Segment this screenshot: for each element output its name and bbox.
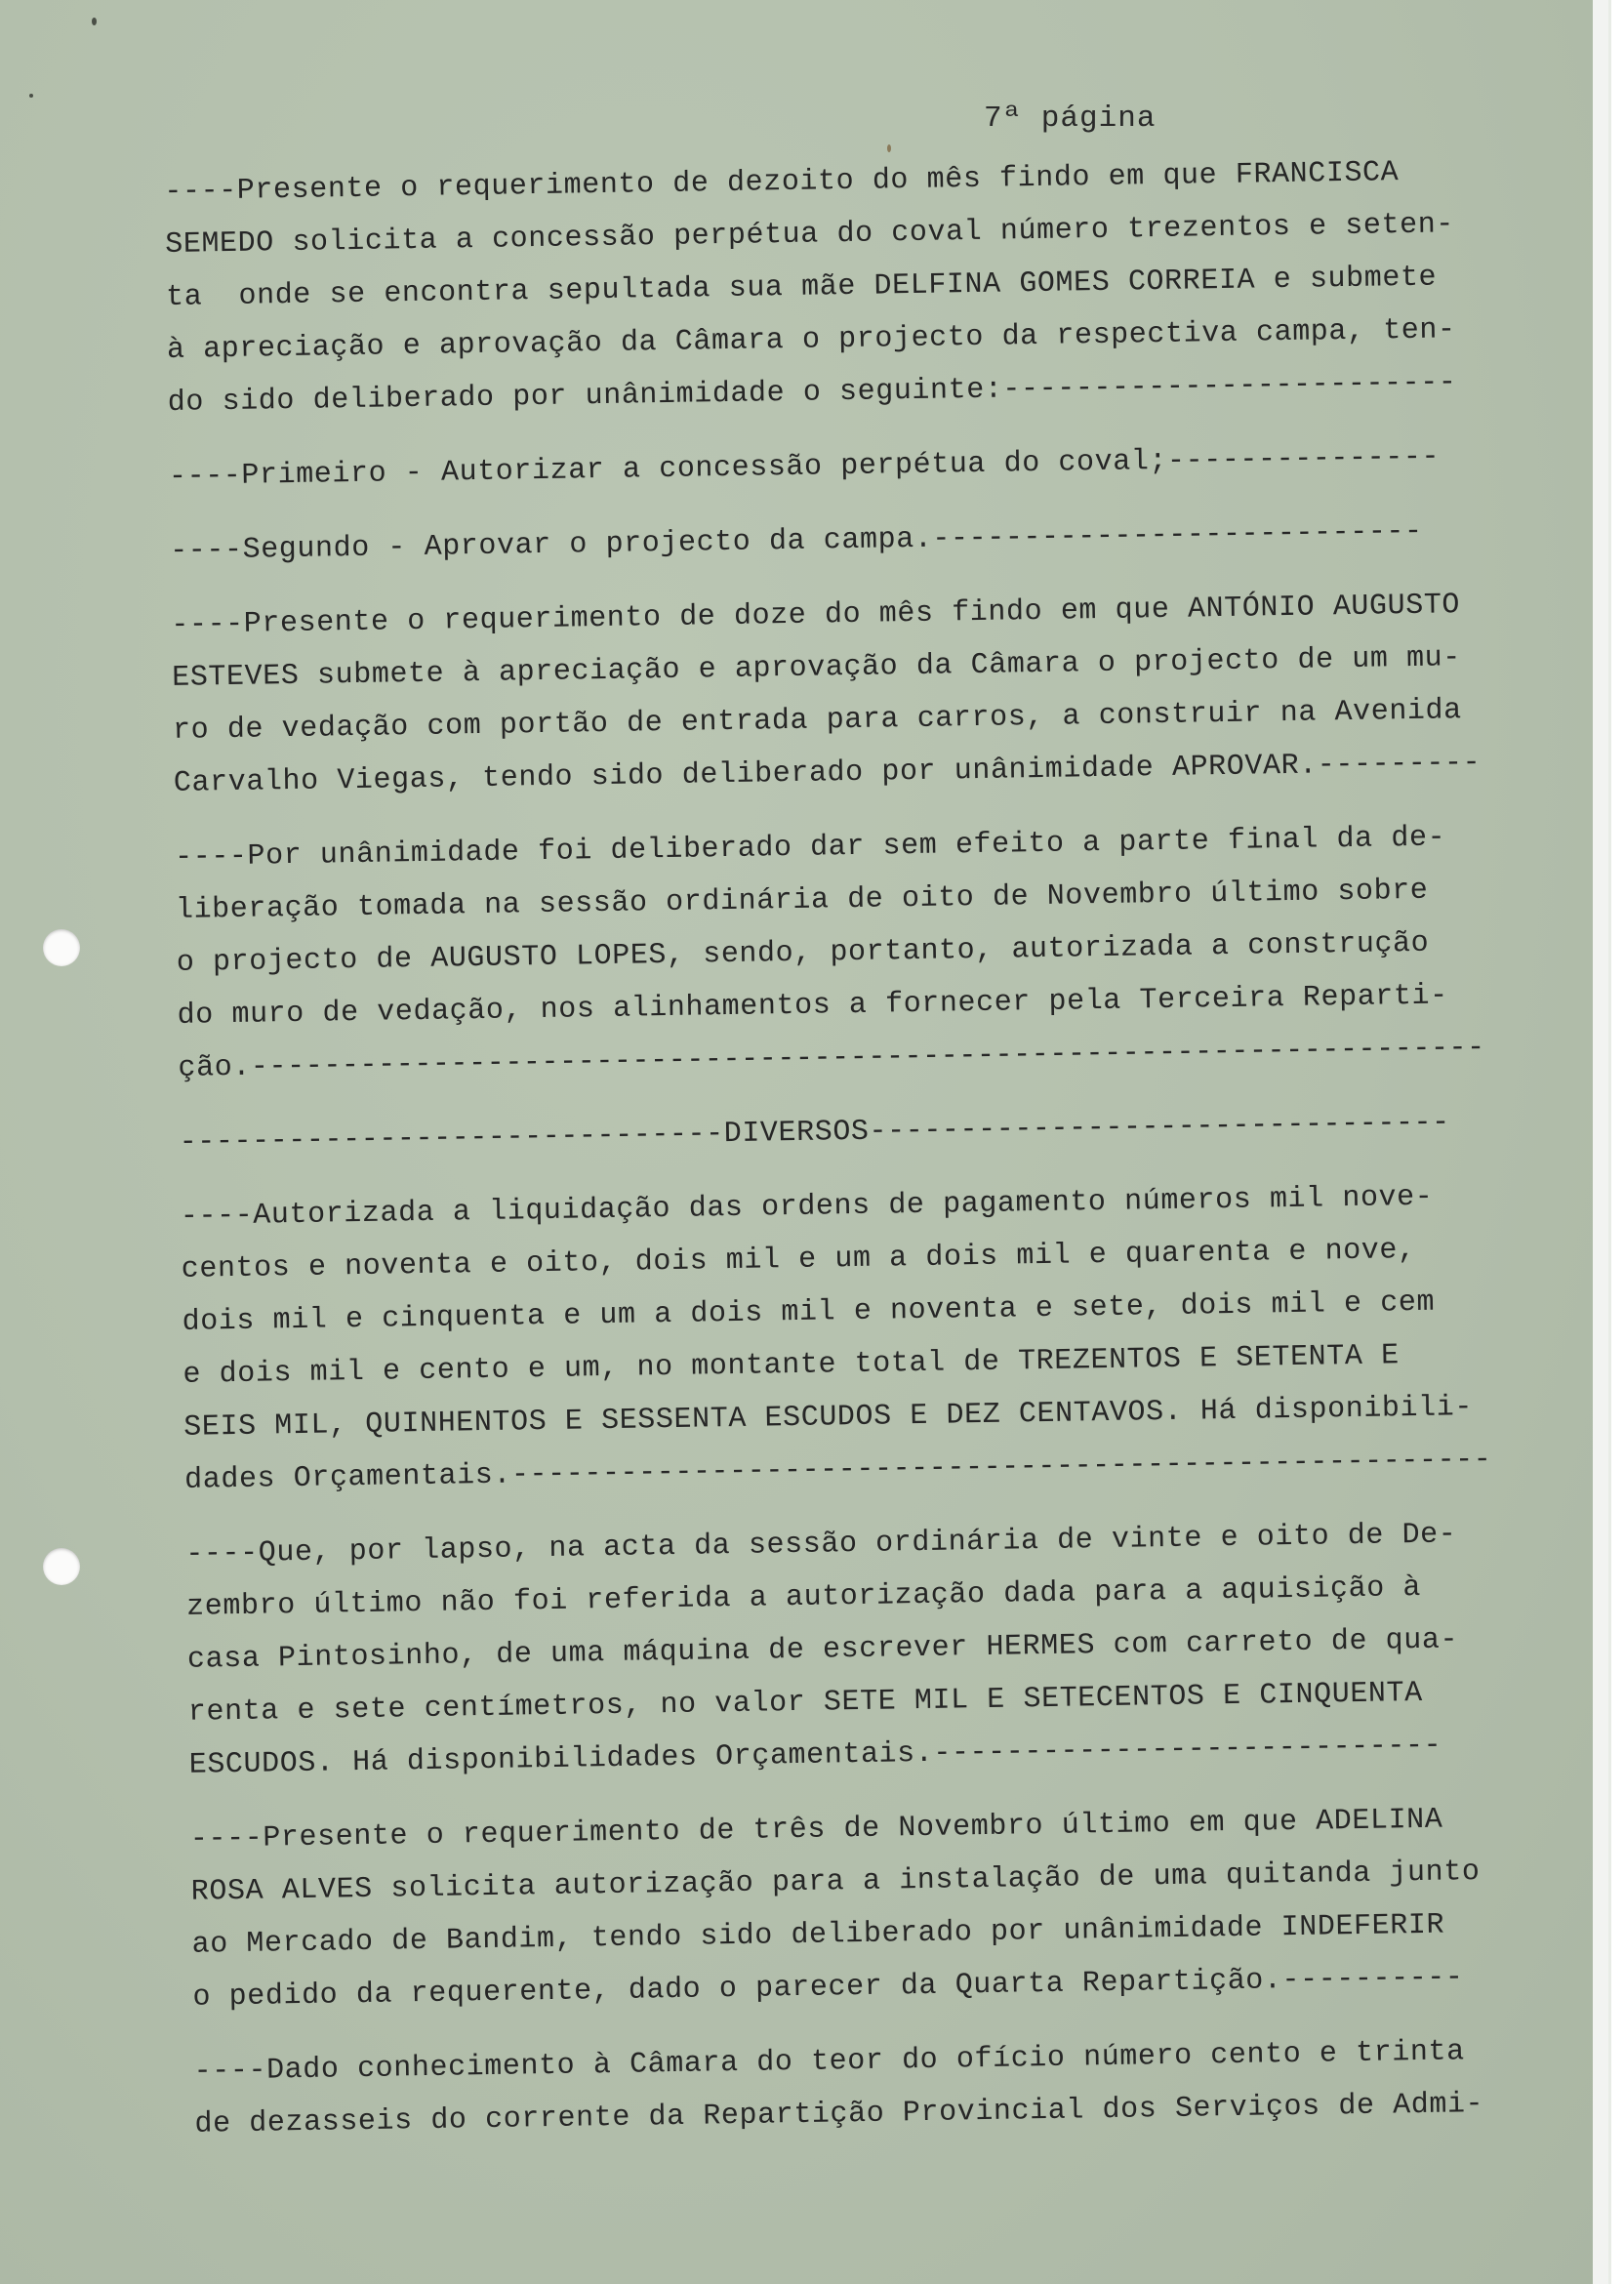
text-line: do muro de vedação, nos alinhamentos a fornecer pela Terceira Reparti- bbox=[177, 979, 1449, 1033]
text-line: ro de vedação com portão de entrada para carros, a construir na Avenida bbox=[172, 694, 1463, 748]
text-line: Carvalho Viegas, tendo sido deliberado por unânimidade APROVAR.--------- bbox=[173, 746, 1482, 800]
text-line: ção.-------------------------------------------------------------------- bbox=[178, 1031, 1486, 1085]
text-line: ----Segundo - Aprovar o projecto da campa.--------------------------- bbox=[169, 514, 1423, 568]
paper-speck bbox=[92, 18, 97, 25]
text-line: ESTEVES submete à apreciação e aprovação da Câmara o projecto de um mu- bbox=[171, 641, 1462, 695]
page-number: 7ª página bbox=[984, 102, 1157, 136]
minute-paragraph bbox=[190, 1791, 1599, 2024]
text-line: dades Orçamentais.------------------------------------------------------ bbox=[183, 1443, 1492, 1497]
minute-paragraph bbox=[185, 1506, 1595, 1792]
text-line: ----Primeiro - Autorizar a concessão perpétua do coval;--------------- bbox=[168, 440, 1441, 494]
text-line: o projecto de AUGUSTO LOPES, sendo, portanto, autorizada a construção bbox=[176, 926, 1430, 980]
text-line: ROSA ALVES solicita autorização para a instalação de uma quitanda junto bbox=[190, 1856, 1481, 1909]
paper-speck bbox=[887, 144, 891, 152]
text-line: SEMEDO solicita a concessão perpétua do coval número trezentos e seten- bbox=[165, 208, 1455, 262]
text-line: casa Pintosinho, de uma máquina de escrever HERMES com carreto de qua- bbox=[186, 1623, 1459, 1677]
text-line: ----Autorizada a liquidação das ordens de pagamento números mil nove- bbox=[180, 1180, 1434, 1234]
text-line: ------------------------------DIVERSOS-------------------------------- bbox=[179, 1106, 1451, 1160]
text-line: do sido deliberado por unânimidade o seguinte:------------------------- bbox=[167, 366, 1457, 420]
text-line: zembro último não foi referida a autorização dada para a aquisição à bbox=[185, 1570, 1422, 1624]
punch-hole-upper bbox=[43, 929, 80, 966]
text-line: ----Por unânimidade foi deliberado dar sem efeito a parte final da de- bbox=[174, 821, 1446, 875]
text-line: renta e sete centímetros, no valor SETE MIL E SETECENTOS E CINQUENTA bbox=[187, 1676, 1424, 1730]
text-line: SEIS MIL, QUINHENTOS E SESSENTA ESCUDOS E DEZ CENTAVOS. Há disponibili- bbox=[183, 1391, 1474, 1445]
text-line: dois mil e cinquenta e um a dois mil e noventa e sete, dois mil e cem bbox=[182, 1285, 1436, 1339]
minute-paragraph bbox=[169, 428, 1575, 504]
text-line: de dezasseis do corrente da Repartição Provincial dos Serviços de Admi- bbox=[194, 2088, 1484, 2141]
text-line: e dois mil e cento e um, no montante total de TREZENTOS E SETENTA E bbox=[183, 1339, 1400, 1392]
text-line: centos e noventa e oito, dois mil e um a dois mil e quarenta e nove, bbox=[181, 1233, 1416, 1286]
text-line: ----Presente o requerimento de três de Novembro último em que ADELINA bbox=[189, 1803, 1443, 1856]
text-line: ESCUDOS. Há disponibilidades Orçamentais.---------------------------- bbox=[188, 1729, 1442, 1782]
minute-paragraph bbox=[175, 809, 1584, 1095]
paper-speck bbox=[29, 94, 33, 98]
minute-paragraph bbox=[164, 143, 1573, 429]
text-line: ----Presente o requerimento de dezoito do mês findo em que FRANCISCA bbox=[164, 156, 1400, 209]
text-line: ----Que, por lapso, na acta da sessão ordinária de vinte e oito de De- bbox=[185, 1518, 1457, 1571]
text-line: ao Mercado de Bandim, tendo sido deliberado por unânimidade INDEFERIR bbox=[191, 1908, 1445, 1962]
text-line: ta onde se encontra sepultada sua mãe DELFINA GOMES CORREIA e submete bbox=[165, 261, 1438, 314]
minute-paragraph bbox=[171, 577, 1579, 810]
text-line: o pedido da requerente, dado o parecer da Quarta Repartição.---------- bbox=[192, 1961, 1464, 2015]
minute-paragraph bbox=[180, 1168, 1590, 1507]
text-line: à apreciação e aprovação da Câmara o projecto da respectiva campa, ten- bbox=[166, 313, 1456, 367]
minute-paragraph bbox=[170, 503, 1576, 578]
document-body bbox=[164, 143, 1601, 2172]
text-line: ----Dado conhecimento à Câmara do teor do ofício número cento e trinta bbox=[193, 2035, 1466, 2089]
section-heading bbox=[179, 1094, 1585, 1169]
punch-hole-lower bbox=[43, 1548, 80, 1585]
text-line: liberação tomada na sessão ordinária de oito de Novembro último sobre bbox=[175, 874, 1429, 927]
text-line: ----Presente o requerimento de doze do mês findo em que ANTÓNIO AUGUSTO bbox=[171, 589, 1461, 642]
minute-paragraph bbox=[193, 2023, 1601, 2151]
